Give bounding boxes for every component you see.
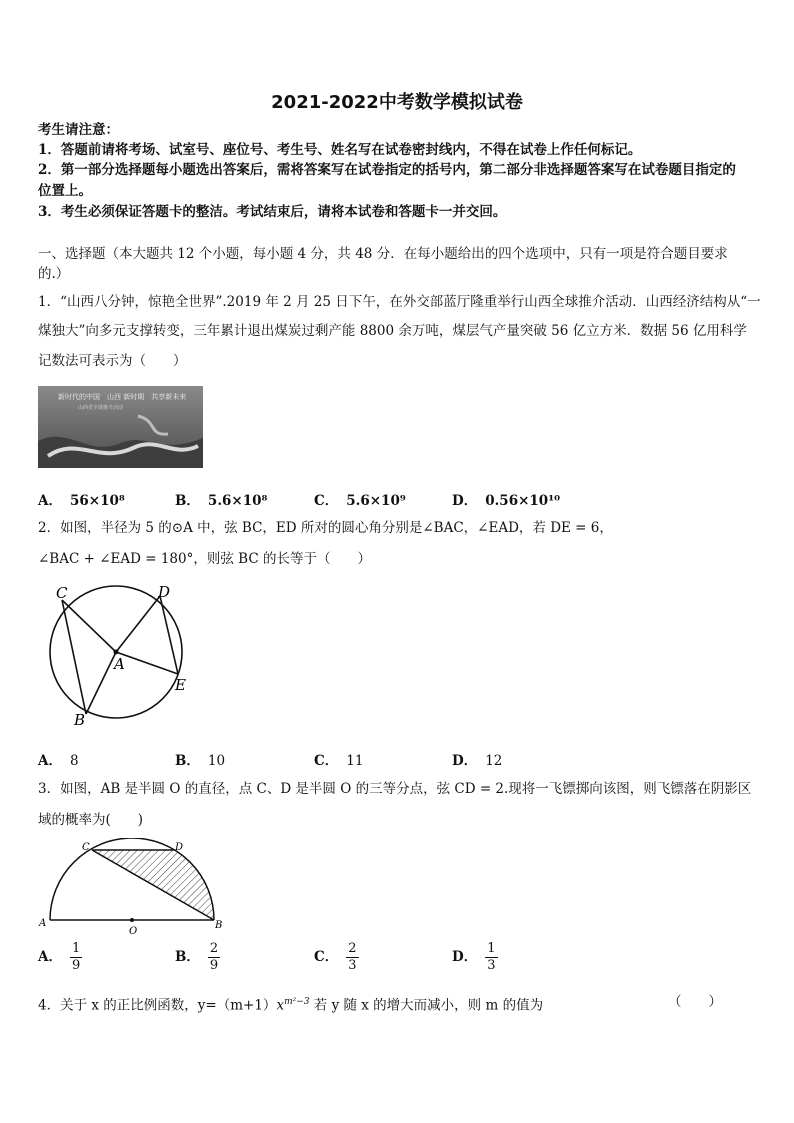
q3-label-b: B bbox=[215, 920, 223, 931]
q1-option-d: D． 0.56×10¹⁰ bbox=[452, 493, 561, 509]
section-heading-line2: 的.） bbox=[38, 266, 70, 282]
q3-label-o: O bbox=[129, 926, 138, 936]
q2-option-c: C． 11 bbox=[314, 753, 364, 769]
q4-text-a: 4．关于 x 的正比例函数，y=（m+1） bbox=[38, 997, 277, 1014]
q2-option-b: B． 10 bbox=[175, 753, 226, 769]
q3-option-a: A． $\frac{1}{9}$ bbox=[38, 941, 81, 973]
q2-label-e: E bbox=[175, 676, 186, 694]
q3-option-b: B． $\frac{2}{9}$ bbox=[175, 941, 219, 973]
q1-photo-subcaption: 山西省全球推介活动 bbox=[78, 405, 124, 411]
q2-option-d: D． 12 bbox=[452, 753, 503, 769]
q3-label-c: C bbox=[82, 842, 90, 853]
q3-label-a: A bbox=[39, 918, 47, 929]
q1-photo-caption: 新时代的中国 山西 新时期 共享新未来 bbox=[58, 393, 187, 401]
q3-label-d: D bbox=[175, 842, 184, 853]
q1-option-a: A． 56×10⁸ bbox=[38, 493, 125, 509]
q3-option-d: D． $\frac{1}{3}$ bbox=[452, 941, 496, 973]
q3-option-c: C． $\frac{2}{3}$ bbox=[314, 941, 357, 973]
notice-item-2: 2．第一部分选择题每小题选出答案后，需将答案写在试卷指定的括号内，第二部分非选择题答案写在试卷题目指定的 bbox=[38, 162, 736, 178]
section-heading-line1: 一、选择题（本大题共 12 个小题，每小题 4 分，共 48 分．在每小题给出的四个选项中，只有一项是符合题目要求 bbox=[38, 246, 728, 262]
q1-text-line3: 记数法可表示为（ ） bbox=[38, 353, 187, 369]
q3-text-line1: 3．如图，AB 是半圆 O 的直径，点 C、D 是半圆 O 的三等分点，弦 CD = 2.现将一飞镖掷向该图，则飞镖落在阴影区 bbox=[38, 781, 752, 797]
q2-option-a: A． 8 bbox=[38, 753, 79, 769]
q4-base: x bbox=[276, 997, 285, 1014]
q1-text-line1: 1．“山西八分钟，惊艳全世界”.2019 年 2 月 25 日下午，在外交部蓝厅隆重举行山西全球推介活动．山西经济结构从“一 bbox=[38, 294, 761, 310]
notice-item-1: 1．答题前请将考场、试室号、座位号、考生号、姓名写在试卷密封线内，不得在试卷上作任何标记。 bbox=[38, 142, 642, 158]
q2-label-c: C bbox=[56, 584, 68, 602]
q2-text-line1: 2．如图，半径为 5 的⊙A 中，弦 BC，ED 所对的圆心角分别是∠BAC，∠EAD，若 DE = 6， bbox=[38, 520, 613, 536]
q2-label-a: A bbox=[114, 655, 125, 673]
q3-text-line2: 域的概率为( ) bbox=[38, 812, 144, 828]
q2-label-b: B bbox=[74, 711, 86, 729]
q2-label-d: D bbox=[158, 583, 171, 601]
q1-photo bbox=[38, 386, 203, 468]
q3-semicircle-figure bbox=[36, 838, 226, 936]
q4-text-b: 若 y 随 x 的增大而减小，则 m 的值为 bbox=[309, 997, 544, 1014]
q1-option-b: B． 5.6×10⁸ bbox=[175, 493, 268, 509]
q2-text-line2: ∠BAC + ∠EAD = 180°，则弦 BC 的长等于（ ） bbox=[38, 551, 371, 567]
q4-answer-paren: （ ） bbox=[668, 994, 722, 1010]
q4-exponent: m²−3 bbox=[284, 997, 310, 1007]
q1-option-c: C． 5.6×10⁹ bbox=[314, 493, 406, 509]
notice-heading: 考生请注意： bbox=[38, 122, 119, 138]
q1-text-line2: 煤独大”向多元支撑转变，三年累计退出煤炭过剩产能 8800 余万吨，煤层气产量突破 56 亿立方米．数据 56 亿用科学 bbox=[38, 323, 747, 339]
notice-item-2-cont: 位置上。 bbox=[38, 183, 92, 199]
q2-circle-figure bbox=[38, 580, 198, 730]
q4-text bbox=[38, 992, 758, 1016]
notice-item-3: 3．考生必须保证答题卡的整洁。考试结束后，请将本试卷和答题卡一并交回。 bbox=[38, 204, 507, 220]
page-title: 2021-2022中考数学模拟试卷 bbox=[271, 92, 523, 113]
